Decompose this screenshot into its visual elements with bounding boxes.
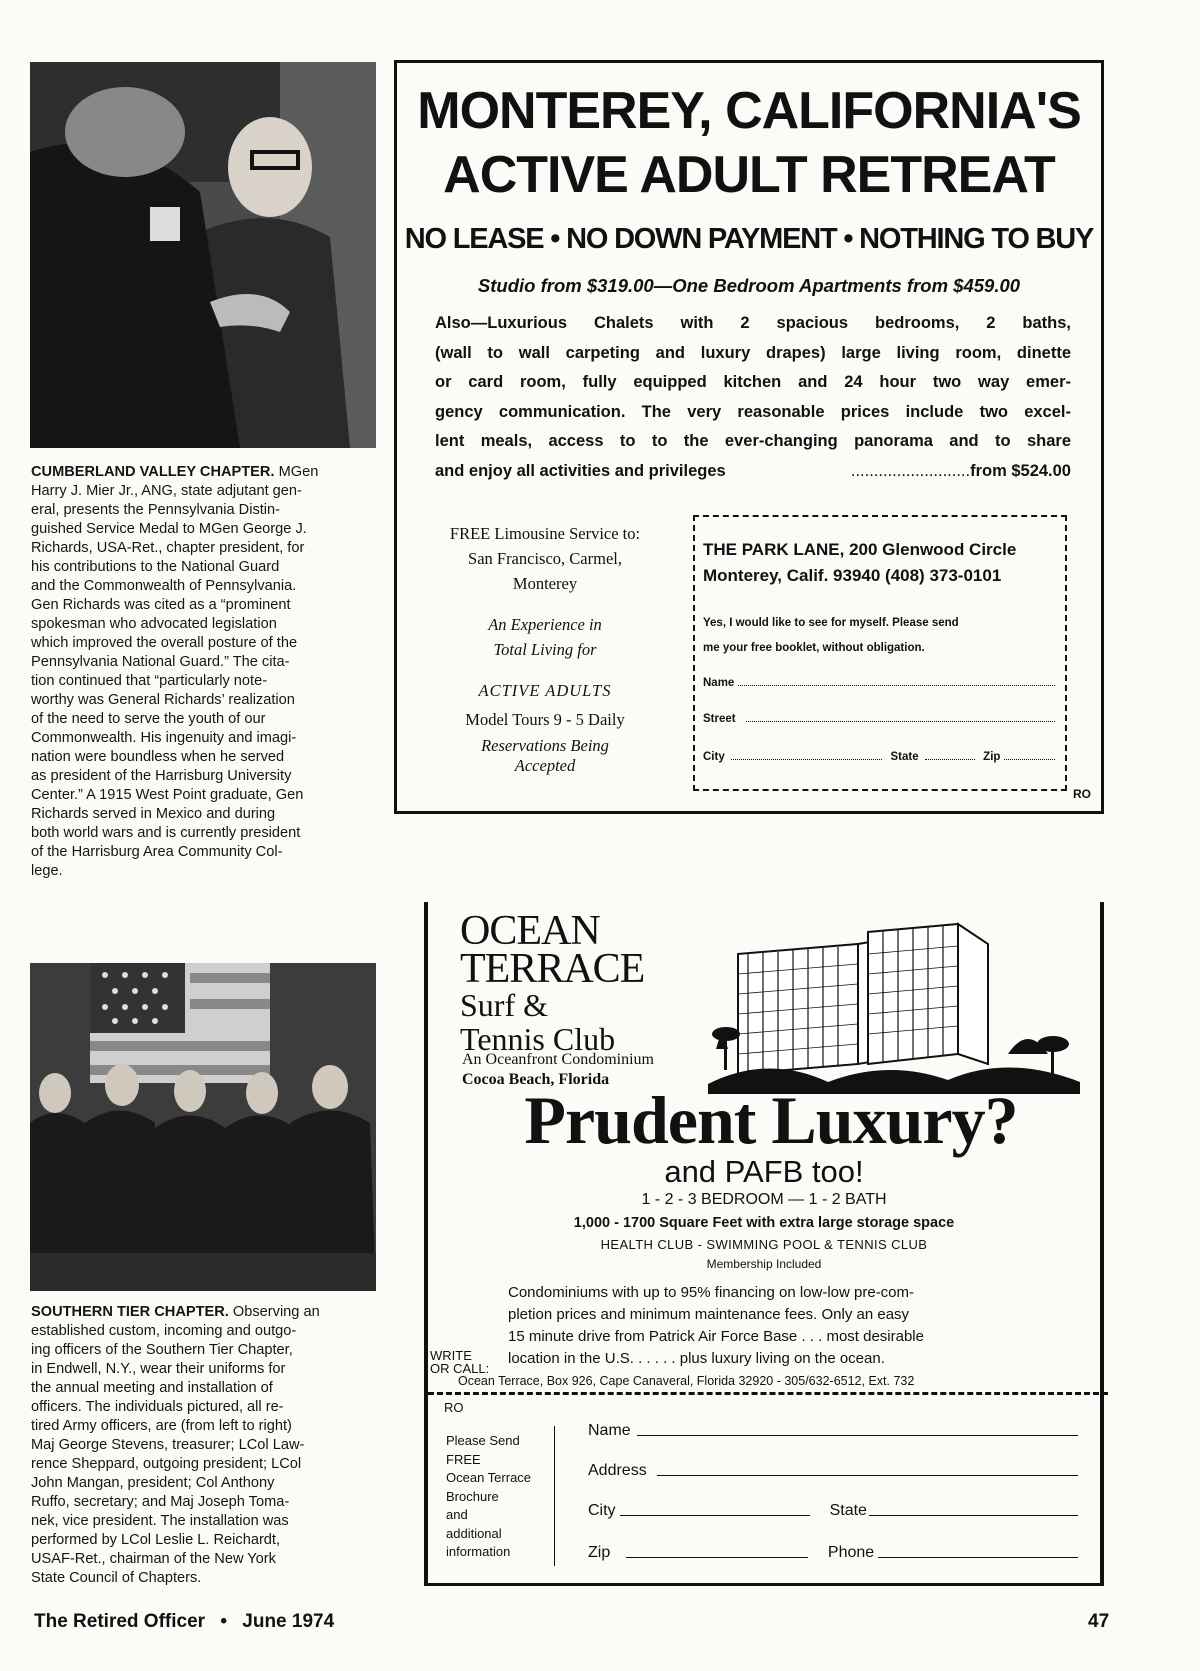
coupon-divider [554, 1426, 555, 1566]
photo-southern-tier-officers [30, 963, 376, 1291]
ocean-membership: Membership Included [706, 1257, 822, 1271]
ocean-name-field[interactable]: Name [588, 1422, 1078, 1440]
condominium-building-illustration [708, 914, 1080, 1094]
ad-headline-line2: ACTIVE ADULT RETREAT [443, 146, 1055, 204]
ocean-send-info: Please Send FREE Ocean Terrace Brochure and additional information [446, 1433, 532, 1559]
ocean-rooms: 1 - 2 - 3 BEDROOM — 1 - 2 BATH [641, 1191, 887, 1208]
coupon-city-state-zip[interactable]: City State Zip [703, 751, 1055, 763]
ocean-or-call: OR CALL: [430, 1361, 490, 1376]
ocean-name: OCEAN TERRACE Surf & Tennis Club [460, 908, 645, 1057]
caption-lead: CUMBERLAND VALLEY CHAPTER. [31, 464, 275, 480]
coupon-address: THE PARK LANE, 200 Glenwood Circle Monterey, Calif. 93940 (408) 373-0101 [703, 540, 1017, 585]
ocean-city-state-field[interactable]: City State [588, 1502, 1078, 1520]
ad-left-info: FREE Limousine Service to: San Francisco, Carmel, Monterey An Experience in Total Living for ACTIVE ADULTS Model Tours 9 - 5 Daily Reservations Being Accepted [449, 524, 641, 775]
coupon-name-field[interactable]: Name [703, 677, 1055, 689]
ocean-paragraph: Condominiums with up to 95% financing on low-low pre-com- pletion prices and minimum maintenance fees. Only an easy 15 minute drive from Patrick Air Force Base . . . most desirable location in the U.S. . . . . . plus luxury living on the ocean. [508, 1284, 924, 1367]
photo-medal-presentation [30, 62, 376, 448]
ocean-write: WRITE [430, 1348, 472, 1363]
ocean-subhead: and PAFB too! [664, 1154, 864, 1189]
ad-code: RO [1073, 787, 1091, 801]
ocean-amenities: HEALTH CLUB - SWIMMING POOL & TENNIS CLUB [600, 1237, 928, 1252]
ad-body: Also—Luxurious Chalets with 2 spacious bedrooms, 2 baths, (wall to wall carpeting and luxury drapes) large living room, dinette or card room, fully equipped kitchen and 24 hour two way emer- gency communication. The very reasonable prices include two excel- lent meals, access to to the ever-changing panorama and to share and enjoy all activities and privileges ..........................from $524.00 [435, 314, 1071, 480]
ocean-code: RO [444, 1400, 464, 1415]
monterey-coupon[interactable] [693, 515, 1067, 791]
ad-prices: Studio from $319.00—One Bedroom Apartments from $459.00 [477, 275, 1021, 296]
ocean-sqft: 1,000 - 1700 Square Feet with extra large storage space [573, 1215, 955, 1231]
caption-lead: SOUTHERN TIER CHAPTER. [31, 1304, 229, 1320]
page-number: 47 [1088, 1611, 1110, 1632]
page-footer-publication: The Retired Officer • June 1974 [34, 1611, 335, 1632]
coupon-cut-line [428, 1392, 1108, 1395]
ocean-terrace-ad [424, 902, 1104, 1586]
ad-headline-line1: MONTEREY, CALIFORNIA'S [417, 82, 1081, 140]
ad-subhead: NO LEASE • NO DOWN PAYMENT • NOTHING TO BUY [404, 223, 1094, 255]
ocean-address-field[interactable]: Address [588, 1462, 1078, 1480]
ocean-address: Ocean Terrace, Box 926, Cape Canaveral, Florida 32920 - 305/632-6512, Ext. 732 [458, 1374, 915, 1388]
coupon-street-field[interactable]: Street [703, 713, 1055, 725]
ocean-headline: Prudent Luxury? [524, 1082, 1018, 1158]
ocean-tagline: An Oceanfront Condominium Cocoa Beach, Florida [462, 1051, 654, 1088]
coupon-request: Yes, I would like to see for myself. Please send me your free booklet, without obligation. [703, 617, 959, 654]
ocean-zip-phone-field[interactable]: Zip Phone [588, 1544, 1078, 1562]
caption-cumberland: CUMBERLAND VALLEY CHAPTER. MGen Harry J. Mier Jr., ANG, state adjutant gen- eral, presents the Pennsylvania Distin- guished Service Medal to MGen George J. Richards, USA-Ret., chapter president, for his contributions to the National Guard and the Commonwealth of Pennsylvania. Gen Richards was cited as a “prominent spokesman who advocated legislation which improved the overall posture of the Pennsylvania National Guard.” The cita- tion continued that “particularly note- worthy was General Richards’ realization of the need to serve the youth of our Commonwealth. His ingenuity and imagi- nation were boundless when he served as president of the Harrisburg University Center.” A 1915 West Point graduate, Gen Richards served in Mexico and during both world wars and is currently president of the Harrisburg Area Community Col- lege. [31, 464, 319, 879]
monterey-ad [394, 60, 1104, 814]
caption-southern-tier: SOUTHERN TIER CHAPTER. Observing an established custom, incoming and outgo- ing officers of the Southern Tier Chapter, in Endwell, N.Y., wear their uniforms for the annual meeting and installation of officers. The individuals pictured, all re- tired Army officers, are (from left to right) Maj George Stevens, treasurer; LCol Law- rence Sheppard, outgoing president; LCol John Mangan, president; Col Anthony Ruffo, secretary; and Maj Joseph Toma- nek, vice president. The installation was performed by LCol Leslie L. Reichardt, USAF-Ret., chairman of the New York State Council of Chapters. [31, 1304, 320, 1586]
